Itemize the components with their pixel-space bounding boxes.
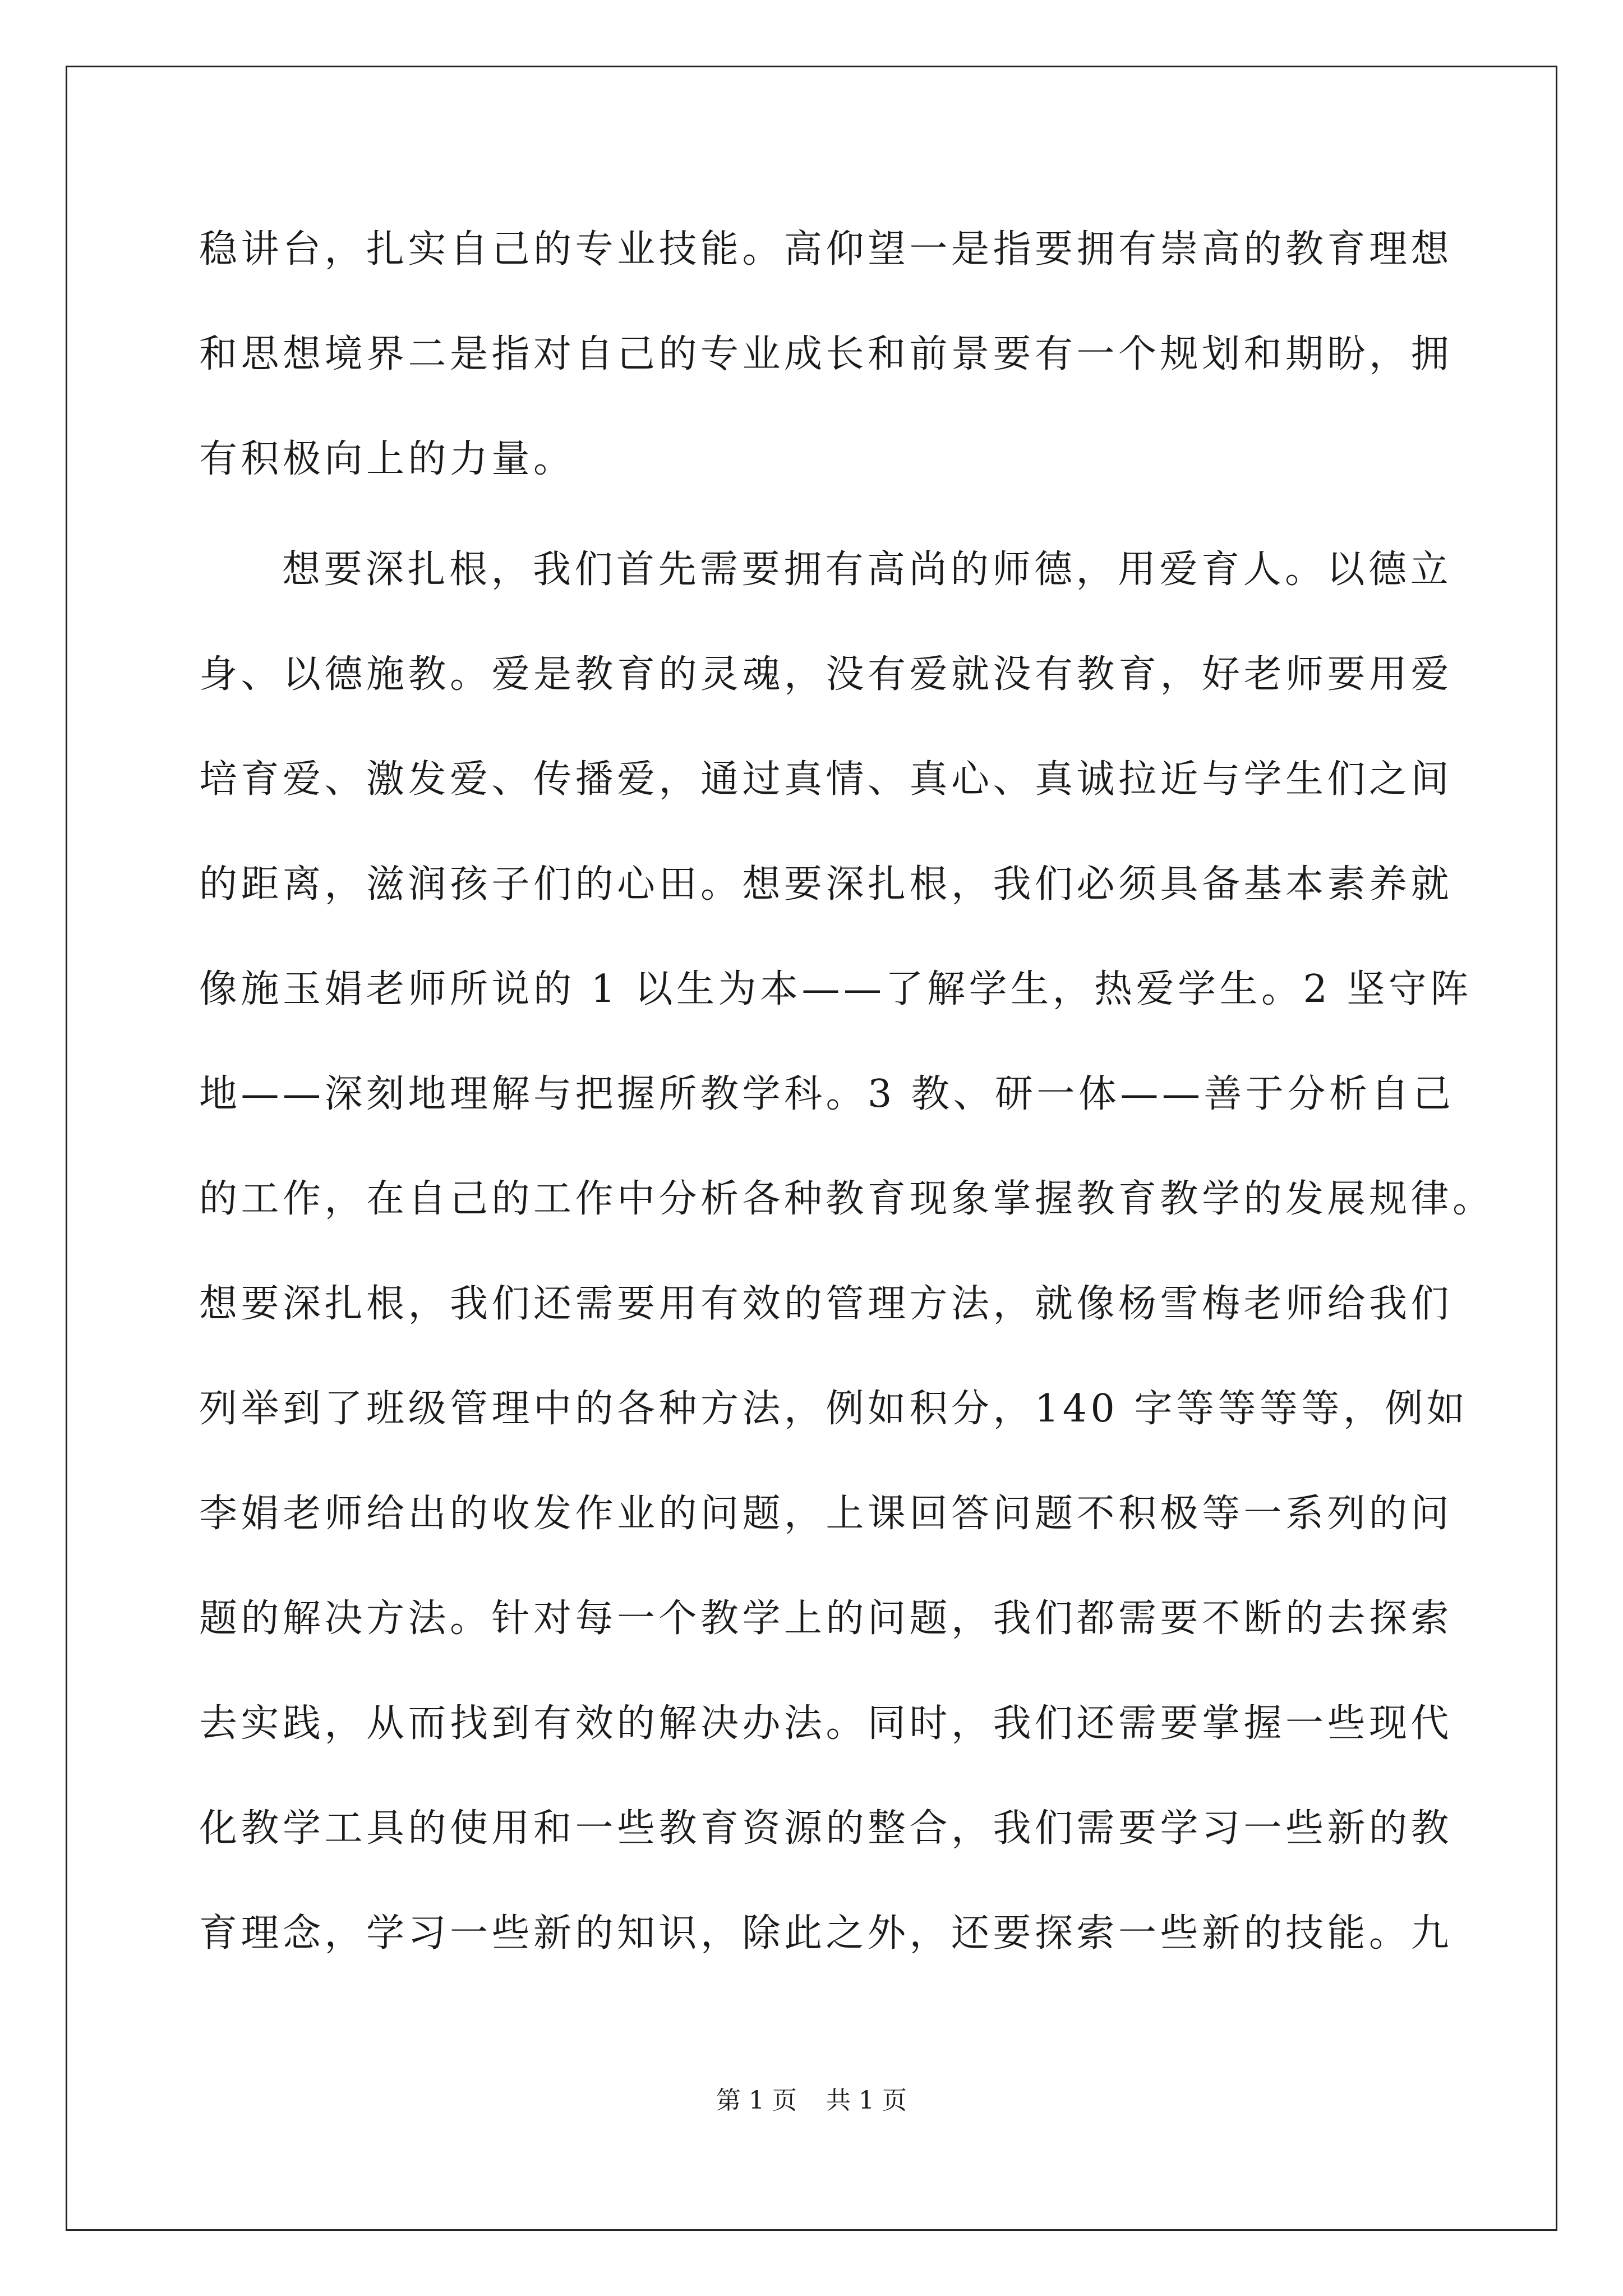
text-line: 的距离，滋润孩子们的心田。想要深扎根，我们必须具备基本素养就	[199, 862, 1453, 907]
text-line: 稳讲台，扎实自己的专业技能。高仰望一是指要拥有崇高的教育理想	[199, 227, 1453, 272]
paragraph-2	[199, 533, 1495, 1970]
text-line: 化教学工具的使用和一些教育资源的整合，我们需要学习一些新的教	[199, 1806, 1453, 1851]
text-line: 去实践，从而找到有效的解决办法。同时，我们还需要掌握一些现代	[199, 1701, 1453, 1746]
text-line: 育理念，学习一些新的知识，除此之外，还要探索一些新的技能。九	[199, 1911, 1453, 1955]
text-line: 身、以德施教。爱是教育的灵魂，没有爱就没有教育，好老师要用爱	[199, 652, 1453, 697]
paragraph-1	[199, 213, 1453, 528]
text-line: 李娟老师给出的收发作业的问题，上课回答问题不积极等一系列的问	[199, 1492, 1453, 1536]
text-line: 题的解决方法。针对每一个教学上的问题，我们都需要不断的去探索	[199, 1596, 1453, 1641]
text-line: 想要深扎根，我们还需要用有效的管理方法，就像杨雪梅老师给我们	[199, 1282, 1453, 1326]
text-line: 的工作，在自己的工作中分析各种教育现象掌握教育教学的发展规律。	[199, 1177, 1495, 1221]
text-line: 像施玉娟老师所说的 1 以生为本——了解学生，热爱学生。2 坚守阵	[199, 967, 1472, 1011]
text-line: 培育爱、激发爱、传播爱，通过真情、真心、真诚拉近与学生们之间	[199, 757, 1453, 802]
page-number: 第 1 页	[716, 2086, 797, 2115]
text-line: 想要深扎根，我们首先需要拥有高尚的师德，用爱育人。以德立	[282, 547, 1453, 592]
text-line: 地——深刻地理解与把握所教学科。3 教、研一体——善于分析自己	[199, 1072, 1455, 1116]
text-line: 列举到了班级管理中的各种方法，例如积分，140 字等等等等，例如	[199, 1387, 1469, 1431]
page-total: 共 1 页	[826, 2086, 907, 2115]
document-body	[199, 213, 1495, 1970]
text-line: 和思想境界二是指对自己的专业成长和前景要有一个规划和期盼，拥	[199, 332, 1453, 376]
text-line: 有积极向上的力量。	[199, 437, 575, 481]
page-footer	[0, 2084, 1623, 2118]
